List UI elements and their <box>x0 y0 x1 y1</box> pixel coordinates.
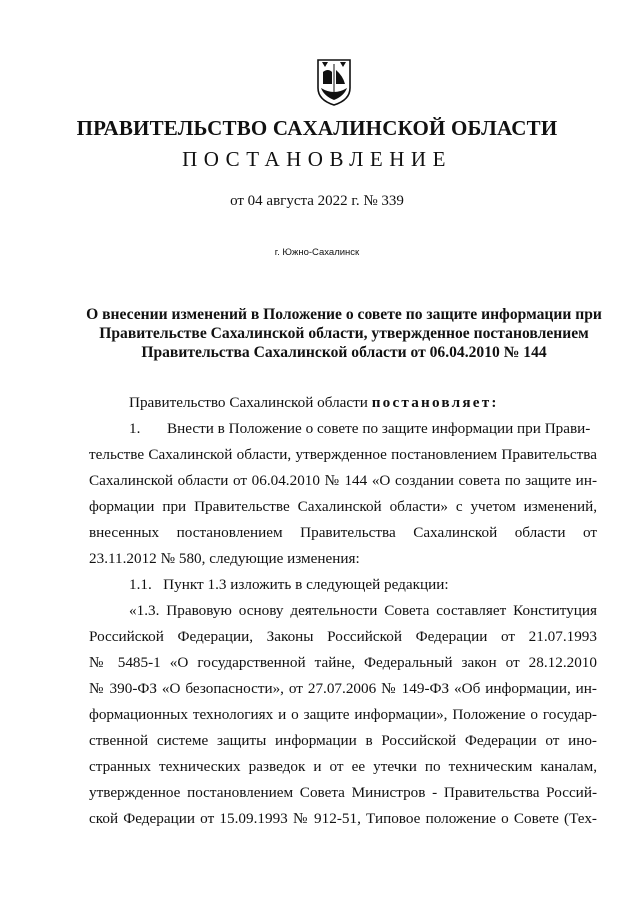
body-line: «1.3. Правовую основу деятельности Совета составляет Конституция <box>129 602 597 619</box>
document-type: ПОСТАНОВЛЕНИЕ <box>182 147 452 171</box>
title-line: О внесении изменений в Положение о совете по защите информации при <box>86 306 602 323</box>
decree-word: постановляет: <box>371 394 499 411</box>
paragraph-1-line <box>89 416 597 442</box>
body-line: № 5485-1 «О государственной тайне, Федеральный закон от 28.12.2010 <box>89 654 597 671</box>
intro-text: Правительство Сахалинской области <box>129 394 372 411</box>
body-line: формации при Правительстве Сахалинской области» с учетом изменений, <box>89 498 597 515</box>
body-line: тельстве Сахалинской области, утвержденное постановлением Правительства <box>89 446 597 463</box>
body-line: ственной системе защиты информации в Российской Федерации от ино- <box>89 732 597 749</box>
intro-line <box>89 390 597 416</box>
document-title <box>74 305 614 362</box>
body-line: Сахалинской области от 06.04.2010 № 144 «О создании совета по защите ин- <box>89 472 597 489</box>
paragraph-number: 1. <box>129 420 141 437</box>
title-line: Правительстве Сахалинской области, утвержденное постановлением <box>99 325 589 342</box>
subparagraph-line: 1.1. Пункт 1.3 изложить в следующей редакции: <box>129 576 449 593</box>
body-line: утвержденное постановлением Совета Министров - Правительства Россий- <box>89 784 597 801</box>
body-line: Российской Федерации, Законы Российской Федерации от 21.07.1993 <box>89 628 597 645</box>
body-line: 23.11.2012 № 580, следующие изменения: <box>89 550 360 567</box>
body-line: № 390-ФЗ «О безопасности», от 27.07.2006 № 149-ФЗ «Об информации, ин- <box>89 680 597 697</box>
title-line: Правительства Сахалинской области от 06.04.2010 № 144 <box>141 344 547 361</box>
body-line: внесенных постановлением Правительства Сахалинской области от <box>89 524 597 541</box>
body-text: Внести в Положение о совете по защите информации при Прави- <box>166 420 591 437</box>
document-date-number: от 04 августа 2022 г. № 339 <box>230 193 404 209</box>
city-name: г. Южно-Сахалинск <box>274 247 360 258</box>
coat-of-arms-emblem <box>316 58 352 106</box>
body-line: странных технических разведок и от ее утечки по техническим каналам, <box>89 758 597 775</box>
body-line: ской Федерации от 15.09.1993 № 912-51, Типовое положение о Совете (Тех- <box>89 810 597 827</box>
document-body <box>89 390 597 832</box>
organization-name: ПРАВИТЕЛЬСТВО САХАЛИНСКОЙ ОБЛАСТИ <box>76 116 558 140</box>
body-line: формационных технологиях и о защите информации», Положение о государ- <box>89 706 597 723</box>
